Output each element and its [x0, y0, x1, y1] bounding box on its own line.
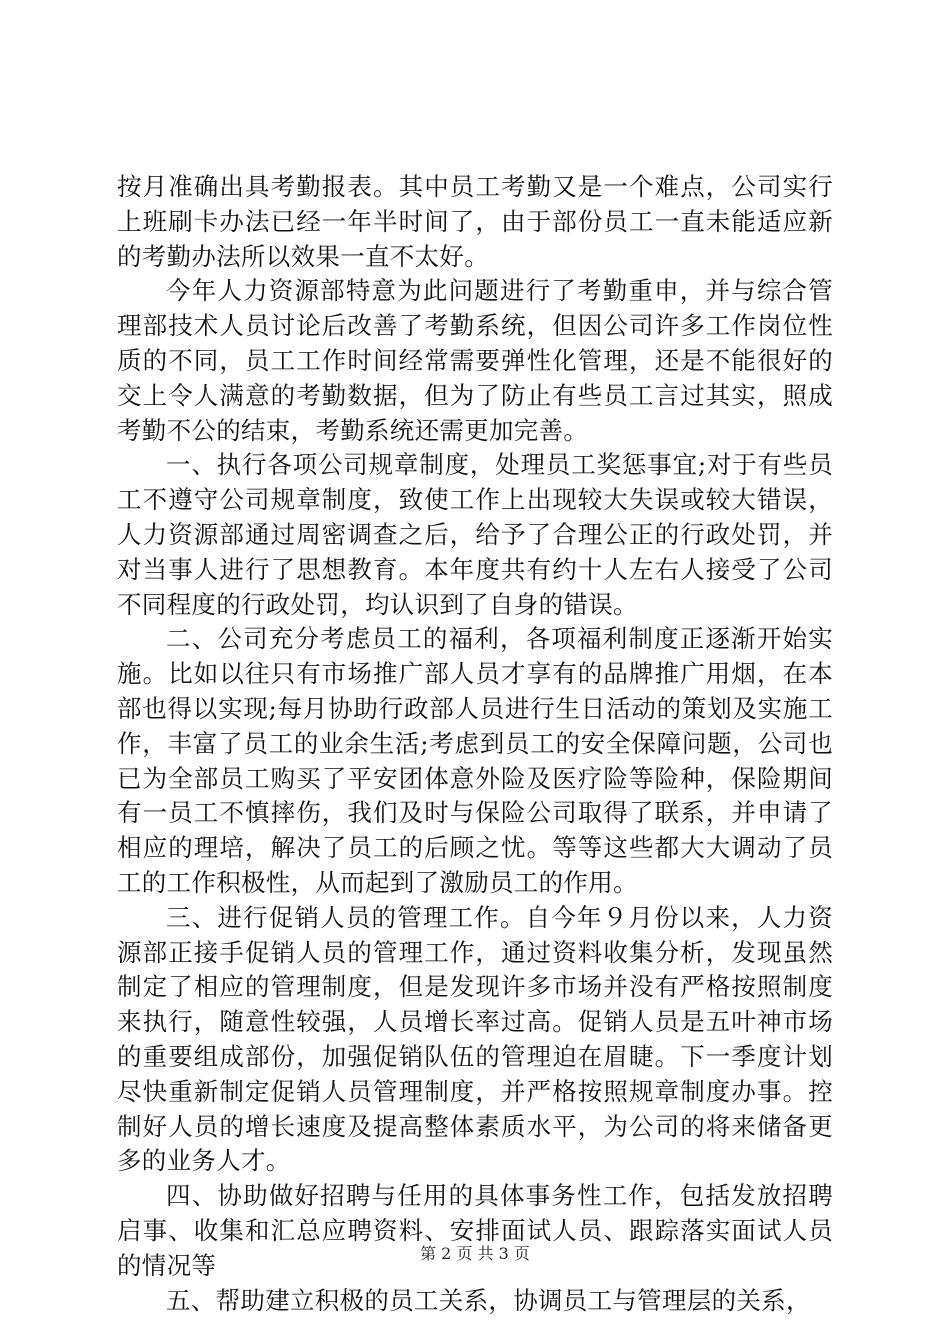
paragraph-2: 今年人力资源部特意为此问题进行了考勤重申，并与综合管理部技术人员讨论后改善了考勤系统，但因公司许多工作岗位性质的不同，员工工作时间经常需要弹性化管理，还是不能很好的交上令人满意的考勤数据，但为了防止有些员工言过其实，照成考勤不公的结束，考勤系统还需更加完善。 [117, 276, 833, 445]
document-body [117, 170, 833, 1318]
paragraph-3: 一、执行各项公司规章制度，处理员工奖惩事宜;对于有些员工不遵守公司规章制度，致使工作上出现较大失误或较大错误，人力资源部通过周密调查之后，给予了合理公正的行政处罚，并对当事人进行了思想教育。本年度共有约十人左右人接受了公司不同程度的行政处罚，均认识到了自身的错误。 [117, 450, 833, 619]
paragraph-6: 四、协助做好招聘与任用的具体事务性工作，包括发放招聘启事、收集和汇总应聘资料、安排面试人员、跟踪落实面试人员的情况等 [117, 1181, 833, 1280]
paragraph-4: 二、公司充分考虑员工的福利，各项福利制度正逐渐开始实施。比如以往只有市场推广部人员才享有的品牌推广用烟，在本部也得以实现;每月协助行政部人员进行生日活动的策划及实施工作，丰富了员工的业余生活;考虑到员工的安全保障问题，公司也已为全部员工购买了平安团体意外险及医疗险等险种，保险期间有一员工不慎摔伤，我们及时与保险公司取得了联系，并申请了相应的理培，解决了员工的后顾之忧。等等这些都大大调动了员工的工作积极性，从而起到了激励员工的作用。 [117, 624, 833, 897]
paragraph-1: 按月准确出具考勤报表。其中员工考勤又是一个难点，公司实行上班刷卡办法已经一年半时间了，由于部份员工一直未能适应新的考勤办法所以效果一直不太好。 [117, 172, 833, 271]
paragraph-5: 三、进行促销人员的管理工作。自今年９月份以来，人力资源部正接手促销人员的管理工作，通过资料收集分析，发现虽然制定了相应的管理制度，但是发现许多市场并没有严格按照制度来执行，随意性较强，人员增长率过高。促销人员是五叶神市场的重要组成部份，加强促销队伍的管理迫在眉睫。下一季度计划尽快重新制定促销人员管理制度，并严格按照规章制度办事。控制好人员的增长速度及提高整体素质水平，为公司的将来储备更多的业务人才。 [117, 902, 833, 1176]
page-footer: 第 2 页 共 3 页 [420, 1244, 530, 1263]
paragraph-7: 五、帮助建立积极的员工关系，协调员工与管理层的关系， [166, 1285, 811, 1315]
